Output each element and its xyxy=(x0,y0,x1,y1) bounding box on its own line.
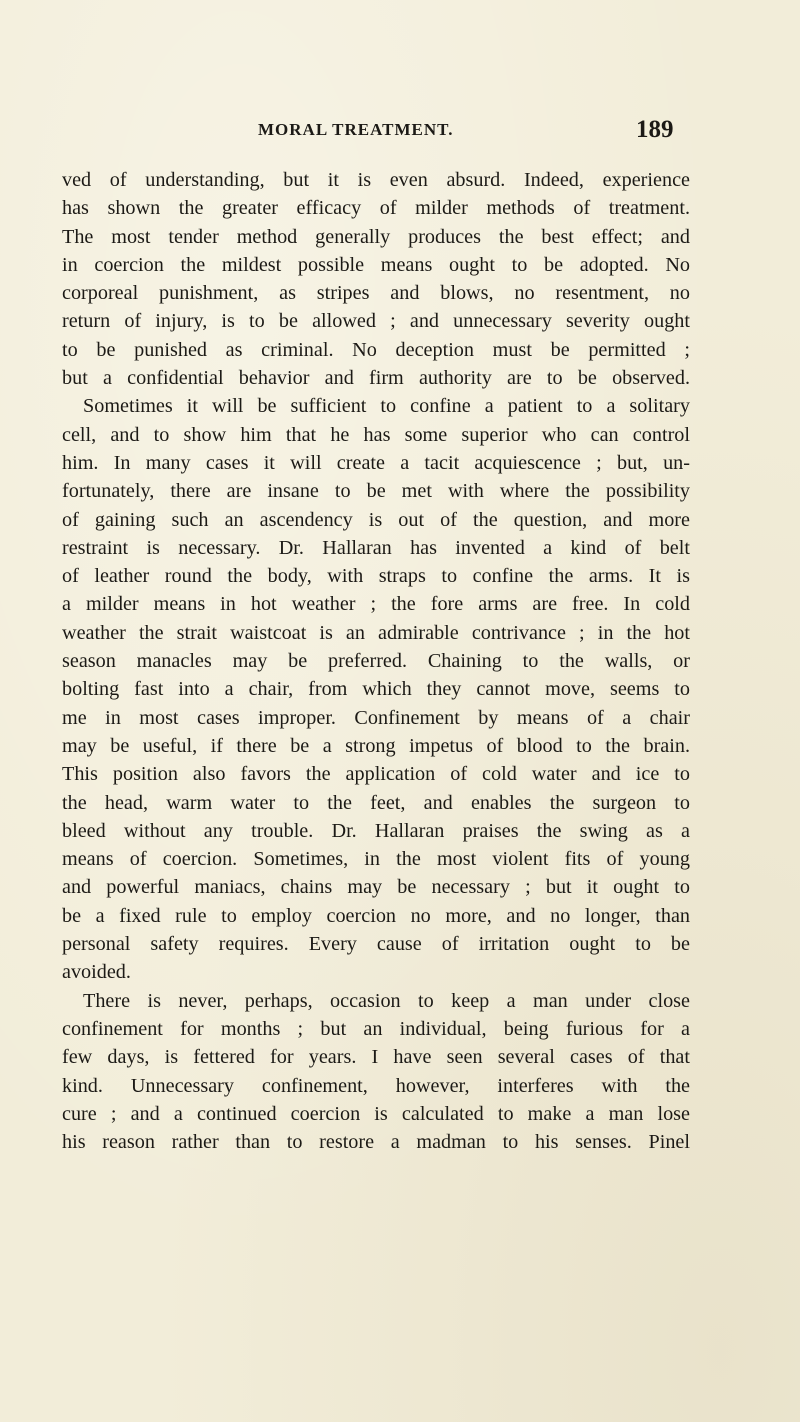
text-line: ved of understanding, but it is even absurd. Indeed, experience xyxy=(62,169,690,191)
text-line: Sometimes it will be sufficient to confine a patient to a solitary xyxy=(83,395,690,418)
text-line: to be punished as criminal. No deception must be permitted ; xyxy=(62,338,690,361)
text-line: fortunately, there are insane to be met with where the possibility xyxy=(62,480,690,503)
text-line: There is never, perhaps, occasion to keep a man under close xyxy=(83,989,690,1012)
text-line: This position also favors the application of cold water and ice to xyxy=(62,763,690,786)
text-line: and powerful maniacs, chains may be necessary ; but it ought to xyxy=(62,876,690,899)
text-line: of gaining such an ascendency is out of the question, and more xyxy=(62,508,690,531)
text-line: me in most cases improper. Confinement by means of a chair xyxy=(62,706,690,729)
text-line: cell, and to show him that he has some superior who can control xyxy=(62,423,690,446)
text-line: season manacles may be preferred. Chaining to the walls, or xyxy=(62,650,690,673)
text-line: means of coercion. Sometimes, in the most violent fits of young xyxy=(62,848,690,871)
text-line: a milder means in hot weather ; the fore arms are free. In cold xyxy=(62,593,690,616)
text-line: confinement for months ; but an individual, being furious for a xyxy=(62,1017,690,1040)
text-line: cure ; and a continued coercion is calculated to make a man lose xyxy=(62,1102,690,1125)
running-head xyxy=(0,116,800,146)
text-line: in coercion the mildest possible means ought to be adopted. No xyxy=(62,253,690,276)
text-line: personal safety requires. Every cause of irritation ought to be xyxy=(62,933,690,956)
text-line: may be useful, if there be a strong impetus of blood to the brain. xyxy=(62,734,690,757)
page-number: 189 xyxy=(636,116,674,143)
text-line: has shown the greater efficacy of milder methods of treatment. xyxy=(62,197,690,220)
text-line: be a fixed rule to employ coercion no more, and no longer, than xyxy=(62,904,690,927)
text-line: him. In many cases it will create a tacit acquiescence ; but, un- xyxy=(62,451,690,474)
text-line: return of injury, is to be allowed ; and unnecessary severity ought xyxy=(62,310,690,333)
text-line: kind. Unnecessary confinement, however, interferes with the xyxy=(62,1074,690,1097)
body-text xyxy=(62,166,690,1156)
text-line: few days, is fettered for years. I have seen several cases of that xyxy=(62,1046,690,1069)
running-title: MORAL TREATMENT. xyxy=(258,120,454,139)
text-line: the head, warm water to the feet, and enables the surgeon to xyxy=(62,791,690,814)
text-line: weather the strait waistcoat is an admirable contrivance ; in the hot xyxy=(62,621,690,644)
text-line: The most tender method generally produces the best effect; and xyxy=(62,225,690,248)
text-line: of leather round the body, with straps to confine the arms. It is xyxy=(62,565,690,588)
text-line: corporeal punishment, as stripes and blows, no resentment, no xyxy=(62,282,690,305)
text-line: bolting fast into a chair, from which they cannot move, seems to xyxy=(62,678,690,701)
text-line: avoided. xyxy=(62,961,131,984)
text-line: restraint is necessary. Dr. Hallaran has invented a kind of belt xyxy=(62,536,690,559)
text-line: his reason rather than to restore a madman to his senses. Pinel xyxy=(62,1131,690,1154)
text-line: but a confidential behavior and firm authority are to be observed. xyxy=(62,367,690,390)
text-line: bleed without any trouble. Dr. Hallaran praises the swing as a xyxy=(62,819,690,842)
